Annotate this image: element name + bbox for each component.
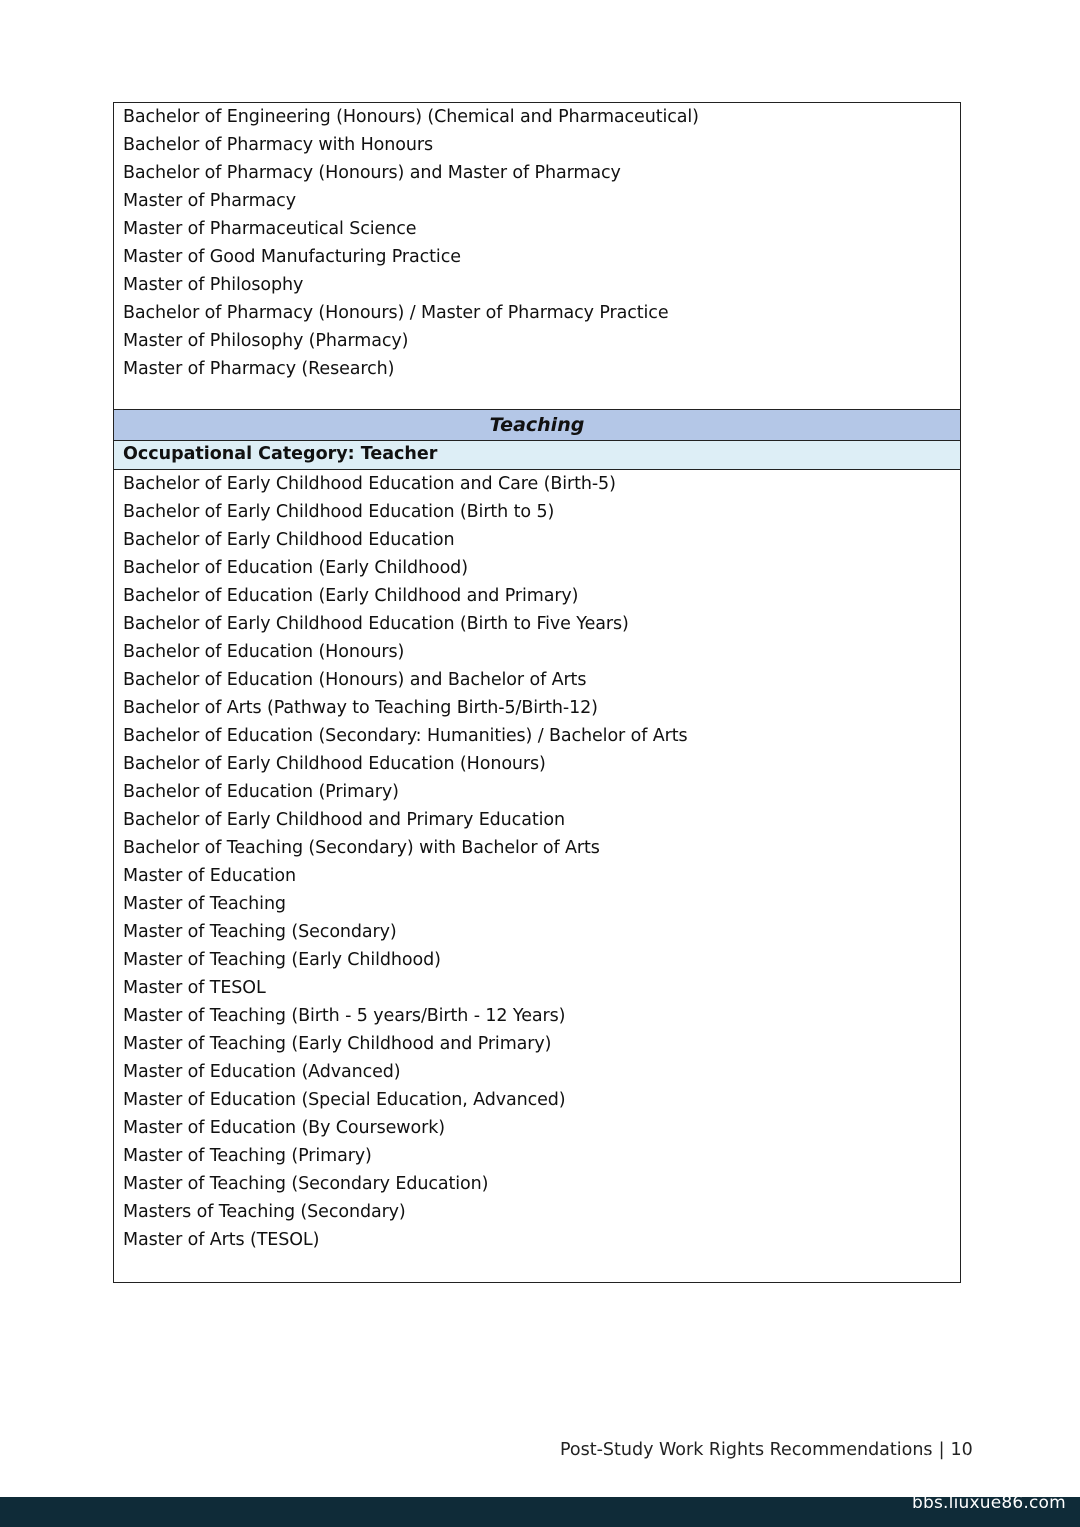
watermark-url: bbs.liuxue86.com xyxy=(912,1493,1066,1513)
teaching-course-item: Master of Education (Special Education, Advanced) xyxy=(123,1090,566,1110)
pharmacy-course-item: Master of Pharmacy (Research) xyxy=(123,359,395,379)
teaching-course-item: Bachelor of Education (Early Childhood) xyxy=(123,558,468,578)
pharmacy-course-item: Bachelor of Engineering (Honours) (Chemical and Pharmaceutical) xyxy=(123,107,699,127)
pharmacy-course-item: Bachelor of Pharmacy with Honours xyxy=(123,135,433,155)
teaching-course-item: Master of Teaching (Early Childhood and Primary) xyxy=(123,1034,552,1054)
watermark-logo xyxy=(908,1450,1076,1520)
teaching-course-item: Bachelor of Education (Honours) xyxy=(123,642,405,662)
pharmacy-course-item: Master of Pharmaceutical Science xyxy=(123,219,417,239)
document-title: Post-Study Work Rights Recommendations xyxy=(560,1440,933,1460)
page-number: 10 xyxy=(950,1440,973,1460)
teaching-course-item: Bachelor of Teaching (Secondary) with Bachelor of Arts xyxy=(123,838,600,858)
teaching-course-item: Bachelor of Arts (Pathway to Teaching Birth-5/Birth-12) xyxy=(123,698,598,718)
teaching-course-item: Master of Teaching (Primary) xyxy=(123,1146,372,1166)
teaching-course-item: Bachelor of Education (Early Childhood and Primary) xyxy=(123,586,579,606)
teaching-course-item: Master of Education (By Coursework) xyxy=(123,1118,445,1138)
pharmacy-course-item: Bachelor of Pharmacy (Honours) and Master of Pharmacy xyxy=(123,163,621,183)
teaching-course-item: Bachelor of Education (Primary) xyxy=(123,782,399,802)
teaching-course-item: Master of Teaching xyxy=(123,894,286,914)
teaching-course-item: Bachelor of Education (Secondary: Humanities) / Bachelor of Arts xyxy=(123,726,688,746)
section-header-teaching: Teaching xyxy=(114,410,960,441)
teaching-course-list xyxy=(114,470,960,1282)
teaching-course-item: Master of Teaching (Birth - 5 years/Birth - 12 Years) xyxy=(123,1006,566,1026)
pharmacy-course-item: Master of Pharmacy xyxy=(123,191,296,211)
teaching-course-item: Bachelor of Early Childhood and Primary Education xyxy=(123,810,565,830)
teaching-course-item: Bachelor of Early Childhood Education xyxy=(123,530,455,550)
pharmacy-course-item: Master of Philosophy (Pharmacy) xyxy=(123,331,409,351)
course-table xyxy=(113,102,961,1283)
teaching-course-item: Bachelor of Early Childhood Education (Honours) xyxy=(123,754,546,774)
teaching-course-item: Master of Teaching (Secondary) xyxy=(123,922,397,942)
pharmacy-course-item: Bachelor of Pharmacy (Honours) / Master of Pharmacy Practice xyxy=(123,303,669,323)
pharmacy-course-item: Master of Good Manufacturing Practice xyxy=(123,247,461,267)
teaching-course-item: Bachelor of Early Childhood Education and Care (Birth-5) xyxy=(123,474,616,494)
teaching-course-item: Master of Education xyxy=(123,866,296,886)
teaching-course-item: Masters of Teaching (Secondary) xyxy=(123,1202,406,1222)
teaching-course-item: Bachelor of Education (Honours) and Bachelor of Arts xyxy=(123,670,587,690)
teaching-course-item: Bachelor of Early Childhood Education (Birth to Five Years) xyxy=(123,614,629,634)
teaching-course-item: Master of Education (Advanced) xyxy=(123,1062,401,1082)
pharmacy-course-list xyxy=(114,103,960,410)
watermark-logo-icon xyxy=(908,1450,1076,1494)
teaching-course-item: Master of Arts (TESOL) xyxy=(123,1230,320,1250)
occupational-category-header: Occupational Category: Teacher xyxy=(114,441,960,470)
footer-separator: | xyxy=(938,1440,945,1460)
teaching-course-item: Master of Teaching (Early Childhood) xyxy=(123,950,441,970)
teaching-course-item: Bachelor of Early Childhood Education (Birth to 5) xyxy=(123,502,555,522)
teaching-course-item: Master of TESOL xyxy=(123,978,266,998)
pharmacy-course-item: Master of Philosophy xyxy=(123,275,304,295)
teaching-course-item: Master of Teaching (Secondary Education) xyxy=(123,1174,489,1194)
